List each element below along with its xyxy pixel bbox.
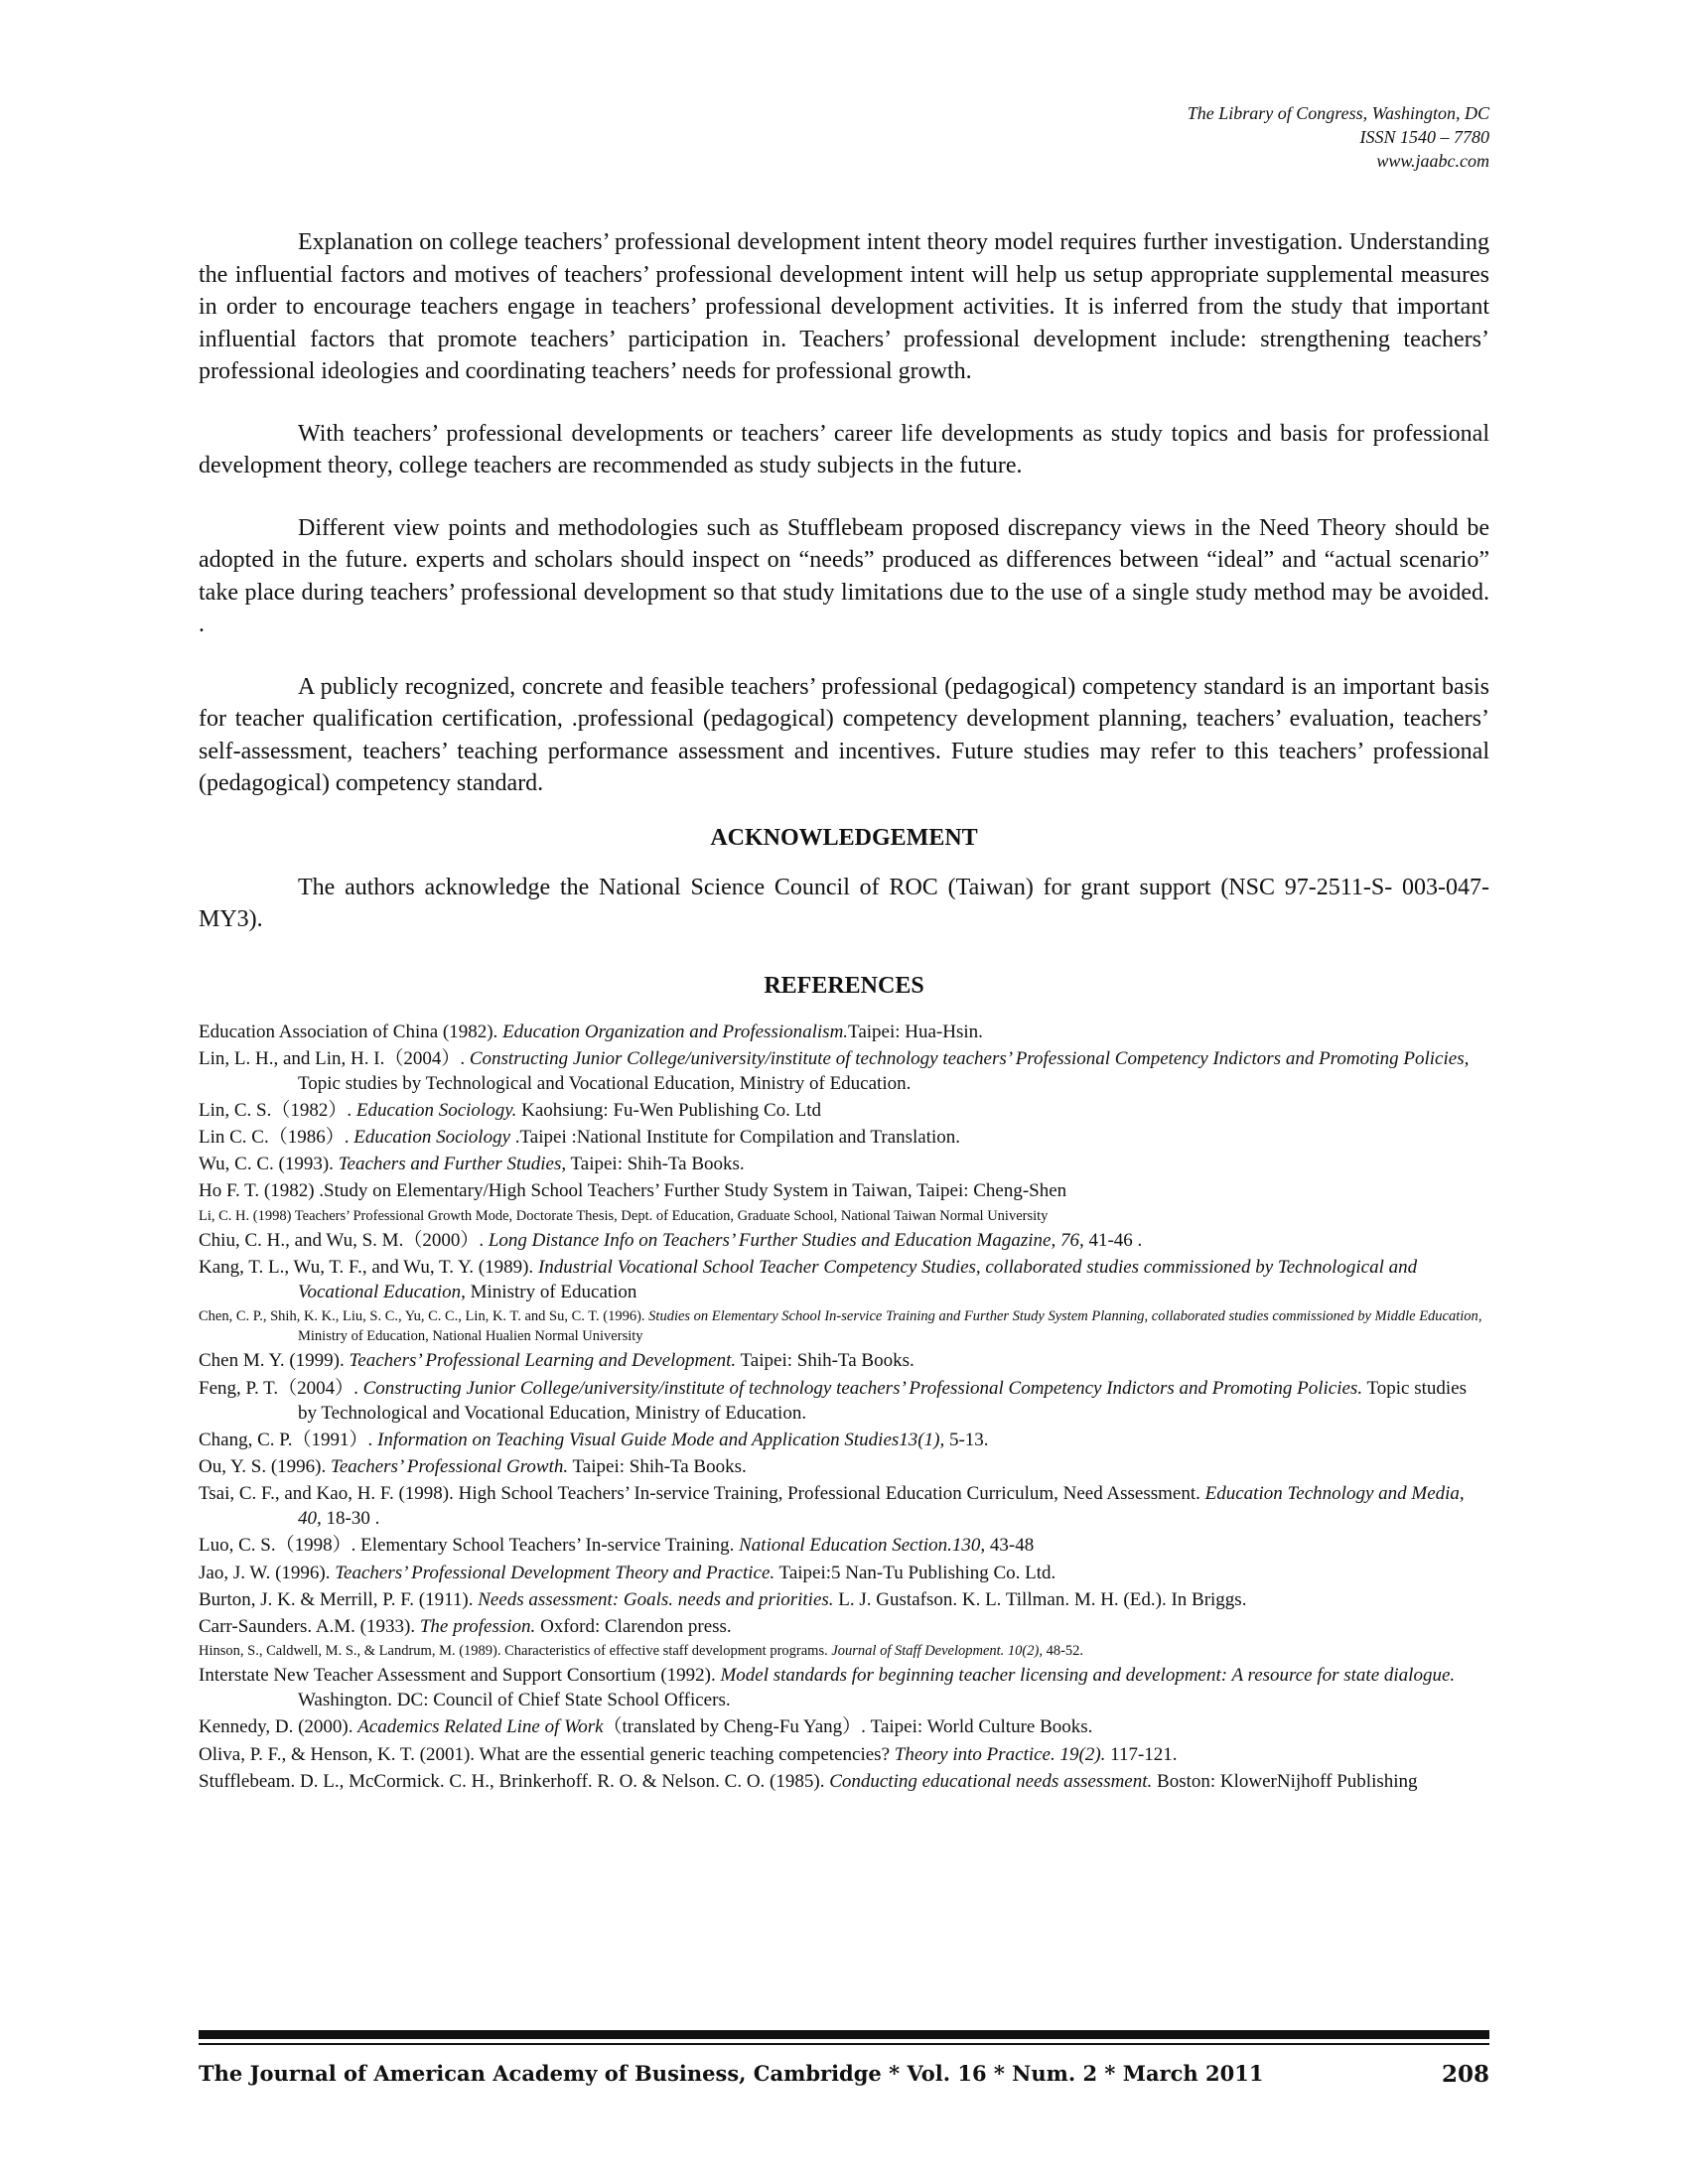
reference-source: Taipei: Shih-Ta Books. <box>736 1350 914 1372</box>
reference-text: Chang, C. P.（1991）. <box>199 1429 377 1450</box>
reference-title: Conducting educational needs assessment. <box>829 1770 1153 1792</box>
reference-text: Chiu, C. H., and Wu, S. M.（2000）. <box>199 1229 489 1251</box>
reference-title: Education Technology and Media, 40, <box>298 1483 1465 1530</box>
reference-title: Constructing Junior College/university/institute of technology teachers’ Professional Competency Indictors and Promoting Policies. <box>362 1377 1363 1399</box>
reference-source: Ministry of Education <box>465 1282 637 1302</box>
reference-text: Kennedy, D. (2000). <box>199 1716 358 1738</box>
reference-entry <box>199 1481 1489 1531</box>
header-library-line: The Library of Congress, Washington, DC <box>1187 103 1489 123</box>
reference-entry <box>199 1742 1489 1767</box>
reference-entry <box>199 1587 1489 1612</box>
reference-title: National Education Section.130, <box>739 1535 986 1557</box>
reference-source: Topic studies by Technological and Vocational Education, Ministry of Education. <box>298 1377 1468 1424</box>
reference-list <box>199 1020 1489 1794</box>
reference-entry <box>199 1769 1489 1794</box>
reference-source: Topic studies by Technological and Vocational Education, Ministry of Education. <box>298 1072 912 1094</box>
reference-source: Taipei: Shih-Ta Books. <box>566 1154 745 1175</box>
references-heading: REFERENCES <box>764 972 924 999</box>
reference-source: （translated by Cheng-Fu Yang）. Taipei: World Culture Books. <box>603 1716 1093 1738</box>
reference-text: Chen, C. P., Shih, K. K., Liu, S. C., Yu, C. C., Lin, K. T. and Su, C. T. (1996). <box>199 1308 649 1325</box>
reference-text: Lin C. C.（1986）. <box>199 1127 354 1149</box>
reference-title: Teachers’ Professional Learning and Development. <box>349 1350 737 1372</box>
reference-source: Taipei: Shih-Ta Books. <box>568 1455 747 1477</box>
reference-title: Constructing Junior College/university/institute of technology teachers’ Professional Competency Indictors and Promoting Policies, <box>469 1047 1470 1069</box>
reference-entry <box>199 1206 1489 1226</box>
reference-text: Ho F. T. (1982) .Study on Elementary/High School Teachers’ Further Study System in Taiwan, Taipei: Cheng-Shen <box>199 1180 1067 1202</box>
reference-source: Boston: KlowerNijhoff Publishing <box>1152 1770 1418 1792</box>
footer-journal-title: The Journal of American Academy of Business, Cambridge * Vol. 16 * Num. 2 * March 2011 <box>199 2061 1264 2086</box>
reference-title: Journal of Staff Development. 10(2), <box>831 1643 1043 1660</box>
reference-text: Hinson, S., Caldwell, M. S., & Landrum, M. (1989). Characteristics of effective staff development programs. <box>199 1643 832 1660</box>
reference-title: Long Distance Info on Teachers’ Further Studies and Education Magazine, 76, <box>488 1229 1084 1251</box>
reference-entry <box>199 1152 1489 1176</box>
reference-entry <box>199 1454 1489 1479</box>
reference-entry <box>199 1533 1489 1558</box>
reference-title: Industrial Vocational School Teacher Competency Studies, collaborated studies commissioned by Technological and Vocational Education, <box>298 1257 1418 1302</box>
acknowledgement-heading: ACKNOWLEDGEMENT <box>710 824 978 851</box>
reference-source: .Taipei :National Institute for Compilation and Translation. <box>510 1127 961 1149</box>
reference-entry <box>199 1306 1489 1346</box>
reference-entry <box>199 1614 1489 1639</box>
reference-source: 18-30 . <box>321 1508 380 1530</box>
reference-text: Tsai, C. F., and Kao, H. F. (1998). High School Teachers’ In-service Training, Professional Education Curriculum, Need Assessment. <box>199 1483 1205 1505</box>
reference-entry <box>199 1125 1489 1150</box>
reference-source: Taipei:5 Nan-Tu Publishing Co. Ltd. <box>774 1562 1056 1583</box>
reference-text: Interstate New Teacher Assessment and Support Consortium (1992). <box>199 1665 721 1687</box>
reference-entry <box>199 1228 1489 1253</box>
reference-title: Studies on Elementary School In-service Training and Further Study System Planning, collaborated studies commissioned by Middle Education <box>648 1308 1478 1325</box>
page-content <box>199 226 1489 1796</box>
reference-entry <box>199 1561 1489 1585</box>
reference-source: Oxford: Clarendon press. <box>535 1615 732 1637</box>
reference-source: 117-121. <box>1105 1743 1178 1765</box>
reference-entry <box>199 1255 1489 1304</box>
reference-text: Lin, L. H., and Lin, H. I.（2004）. <box>199 1047 470 1069</box>
reference-text: Feng, P. T.（2004）. <box>199 1377 363 1399</box>
reference-title: Academics Related Line of Work <box>357 1716 604 1738</box>
reference-text: Kang, T. L., Wu, T. F., and Wu, T. Y. (1989). <box>199 1257 538 1278</box>
reference-title: Education Organization and Professionalism. <box>502 1021 849 1042</box>
footer-rule-thick <box>199 2030 1489 2039</box>
reference-entry <box>199 1376 1489 1426</box>
reference-text: Chen M. Y. (1999). <box>199 1350 350 1372</box>
footer-rule-thin <box>199 2043 1489 2045</box>
reference-text: Oliva, P. F., & Henson, K. T. (2001). What are the essential generic teaching competencies? <box>199 1743 895 1765</box>
reference-source: 5-13. <box>944 1429 989 1450</box>
reference-entry <box>199 1178 1489 1203</box>
reference-text: Burton, J. K. & Merrill, P. F. (1911). <box>199 1588 479 1610</box>
reference-entry <box>199 1714 1489 1739</box>
reference-source: L. J. Gustafson. K. L. Tillman. M. H. (Ed.). In Briggs. <box>833 1588 1247 1610</box>
reference-title: Education Sociology. <box>355 1099 517 1121</box>
reference-source: , Ministry of Education, National Hualien Normal University <box>298 1308 1482 1345</box>
reference-source: 43-48 <box>985 1535 1035 1557</box>
reference-title: Education Sociology <box>353 1127 511 1149</box>
reference-text: Li, C. H. (1998) Teachers’ Professional Growth Mode, Doctorate Thesis, Dept. of Education, Graduate School, National Taiwan Normal University <box>199 1207 1049 1224</box>
reference-source: Kaohsiung: Fu-Wen Publishing Co. Ltd <box>516 1099 822 1121</box>
reference-text: Stufflebeam. D. L., McCormick. C. H., Brinkerhoff. R. O. & Nelson. C. O. (1985). <box>199 1770 830 1792</box>
page-number: 208 <box>1441 2061 1489 2088</box>
reference-text: Ou, Y. S. (1996). <box>199 1455 332 1477</box>
reference-text: Luo, C. S.（1998）. Elementary School Teachers’ In-service Training. <box>199 1535 740 1557</box>
reference-title: Needs assessment: Goals. needs and priorities. <box>478 1588 834 1610</box>
acknowledgement-text: The authors acknowledge the National Science Council of ROC (Taiwan) for grant support (NSC 97-2511-S- 003-047-MY3). <box>199 874 1489 932</box>
reference-source: Taipei: Hua-Hsin. <box>848 1021 983 1042</box>
reference-source: 41-46 . <box>1083 1229 1143 1251</box>
header-url-line: www.jaabc.com <box>1376 151 1489 171</box>
reference-entry <box>199 1020 1489 1044</box>
reference-text: Education Association of China (1982). <box>199 1021 503 1042</box>
reference-text: Lin, C. S.（1982）. <box>199 1099 356 1121</box>
header-issn-line: ISSN 1540 – 7780 <box>1359 127 1489 147</box>
reference-entry <box>199 1663 1489 1712</box>
reference-entry <box>199 1641 1489 1661</box>
reference-title: Teachers and Further Studies, <box>338 1154 567 1175</box>
reference-entry <box>199 1046 1489 1096</box>
reference-source: 48-52. <box>1042 1643 1084 1660</box>
reference-entry <box>199 1348 1489 1373</box>
body-paragraph: Explanation on college teachers’ professional development intent theory model requires further investigation. Understanding the influential factors and motives of teachers’ professional development intent will help us setup appropriate supplemental measures in order to encourage teachers engage in teachers’ professional development activities. It is inferred from the study that important influential factors that promote teachers’ participation in. Teachers’ professional development include: strengthening teachers’ professional ideologies and coordinating teachers’ needs for professional growth. <box>199 229 1489 384</box>
reference-title: Model standards for beginning teacher licensing and development: A resource for state dialogue. <box>720 1665 1456 1687</box>
reference-entry <box>199 1098 1489 1123</box>
body-paragraph: A publicly recognized, concrete and feasible teachers’ professional (pedagogical) competency standard is an important basis for teacher qualification certification, .professional (pedagogical) competency development planning, teachers’ evaluation, teachers’ self-assessment, teachers’ teaching performance assessment and incentives. Future studies may refer to this teachers’ professional (pedagogical) competency standard. <box>199 673 1489 796</box>
reference-title: Information on Teaching Visual Guide Mode and Application Studies13(1), <box>377 1429 945 1450</box>
reference-title: The profession. <box>419 1615 536 1637</box>
body-paragraph: Different view points and methodologies such as Stufflebeam proposed discrepancy views in the Need Theory should be adopted in the future. experts and scholars should inspect on “needs” produced as differences between “ideal” and “actual scenario” take place during teachers’ professional development so that study limitations due to the use of a single study method may be avoided. . <box>199 514 1489 637</box>
reference-source: Washington. DC: Council of Chief State School Officers. <box>298 1690 731 1711</box>
reference-text: Jao, J. W. (1996). <box>199 1562 336 1583</box>
reference-entry <box>199 1428 1489 1452</box>
reference-title: Theory into Practice. 19(2). <box>894 1743 1106 1765</box>
running-header <box>1188 101 1489 173</box>
reference-title: Teachers’ Professional Development Theory and Practice. <box>335 1562 775 1583</box>
reference-text: Carr-Saunders. A.M. (1933). <box>199 1615 420 1637</box>
reference-text: Wu, C. C. (1993). <box>199 1154 339 1175</box>
reference-title: Teachers’ Professional Growth. <box>331 1455 569 1477</box>
body-paragraph: With teachers’ professional developments or teachers’ career life developments as study topics and basis for professional development theory, college teachers are recommended as study subjects in the future. <box>199 420 1489 478</box>
